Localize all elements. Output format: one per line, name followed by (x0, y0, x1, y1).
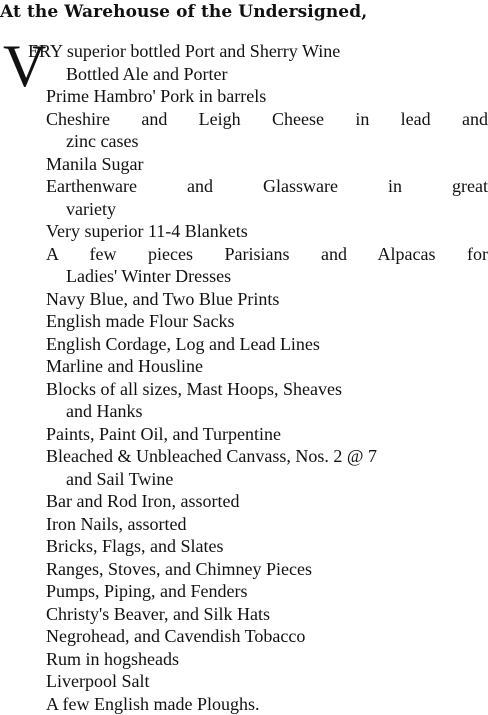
list-item: Manila Sugar (46, 153, 488, 176)
list-item: Very superior 11-4 Blankets (46, 220, 488, 243)
list-item: Earthenware and Glassware in great (46, 175, 488, 198)
list-item: English Cordage, Log and Lead Lines (46, 333, 488, 356)
list-item: and Hanks (46, 400, 488, 423)
list-item: Ladies' Winter Dresses (46, 265, 488, 288)
list-item: Cheshire and Leigh Cheese in lead and (46, 108, 488, 131)
list-item-1: ERY superior bottled Port and Sherry Wine (28, 40, 488, 63)
list-item: Blocks of all sizes, Mast Hoops, Sheaves (46, 378, 488, 401)
list-item: Rum in hogsheads (46, 648, 488, 671)
list-item: Marline and Housline (46, 355, 488, 378)
list-item: Negrohead, and Cavendish Tobacco (46, 625, 488, 648)
list-item: Liverpool Salt (46, 670, 488, 693)
list-item: Bricks, Flags, and Slates (46, 535, 488, 558)
list-item: A few English made Ploughs. (46, 693, 488, 715)
list-item: zinc cases (46, 130, 488, 153)
heading: At the Warehouse of the Undersigned, (0, 2, 488, 22)
list-item: Ranges, Stoves, and Chimney Pieces (46, 558, 488, 581)
list-item: Pumps, Piping, and Fenders (46, 580, 488, 603)
list-item: Prime Hambro' Pork in barrels (46, 85, 488, 108)
list-item: variety (46, 198, 488, 221)
drop-cap: V (3, 36, 46, 96)
list-item: Bleached & Unbleached Canvass, Nos. 2 @ 7 (46, 445, 488, 468)
list-item: Navy Blue, and Two Blue Prints (46, 288, 488, 311)
list-item: Bottled Ale and Porter (46, 63, 488, 86)
list-item: Paints, Paint Oil, and Turpentine (46, 423, 488, 446)
list-item: Bar and Rod Iron, assorted (46, 490, 488, 513)
list-item: English made Flour Sacks (46, 310, 488, 333)
list-item: Iron Nails, assorted (46, 513, 488, 536)
list-item: and Sail Twine (46, 468, 488, 491)
goods-list (46, 40, 488, 715)
list-item: A few pieces Parisians and Alpacas for (46, 243, 488, 266)
list-item: Christy's Beaver, and Silk Hats (46, 603, 488, 626)
